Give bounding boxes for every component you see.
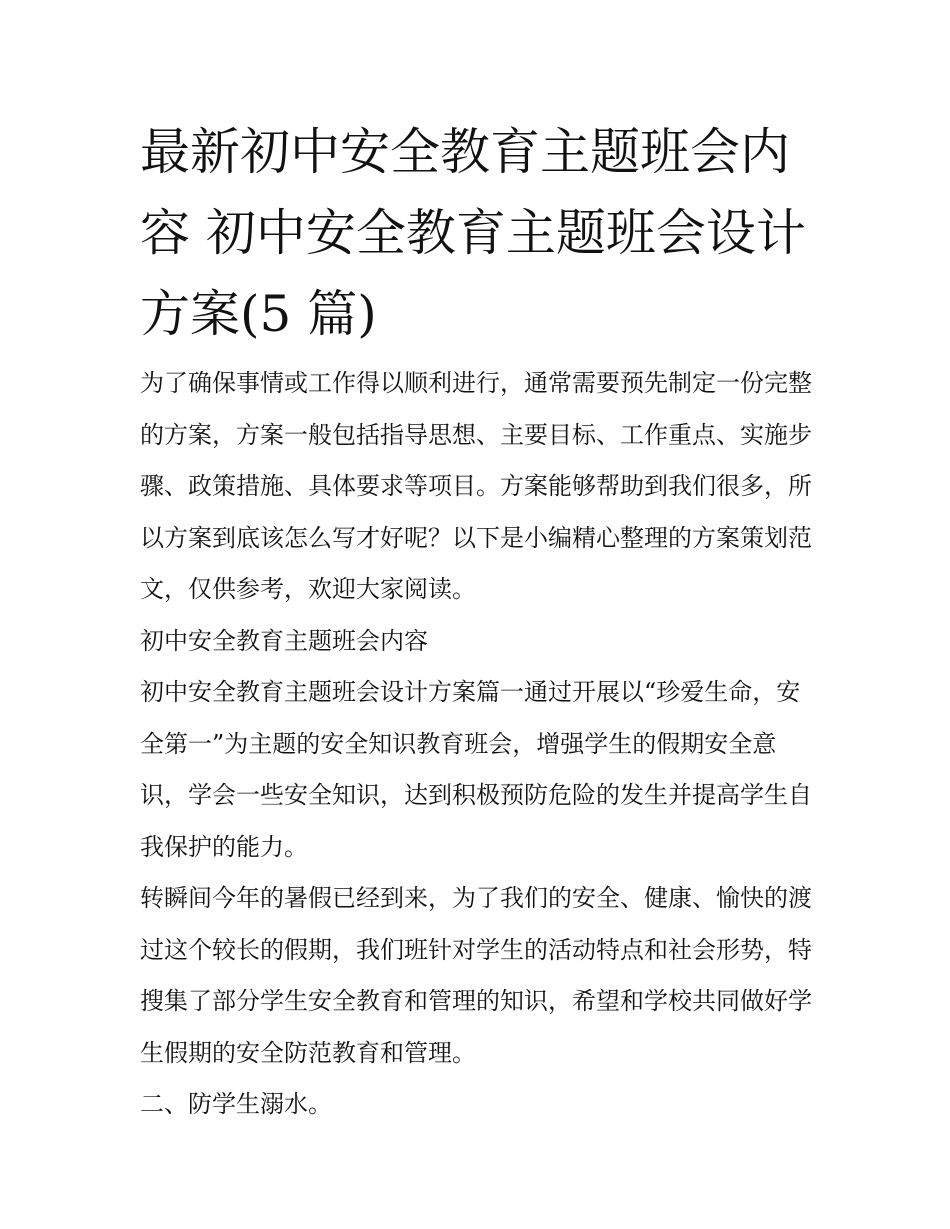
title-line-3: 方案(5 篇) <box>140 285 377 343</box>
paragraph-summer: 转瞬间今年的暑假已经到来，为了我们的安全、健康、愉快的渡过这个较长的假期，我们班针对学生的活动特点和社会形势，特搜集了部分学生安全教育和管理的知识，希望和学校共同做好学生假期的安全防范教育和管理。 <box>140 884 812 1067</box>
paragraph-heading: 初中安全教育主题班会内容 <box>140 626 428 655</box>
paragraph-section-two: 二、防学生溺水。 <box>140 1090 332 1118</box>
paragraph-intro: 为了确保事情或工作得以顺利进行，通常需要预先制定一份完整的方案，方案一般包括指导思想、主要目标、工作重点、实施步骤、政策措施、具体要求等项目。方案能够帮助到我们很多，所以方案到底该怎么写才好呢？以下是小编精心整理的方案策划范文，仅供参考，欢迎大家阅读。 <box>140 369 812 603</box>
document-title <box>140 112 820 355</box>
paragraph-plan-one: 初中安全教育主题班会设计方案篇一通过开展以“珍爱生命，安全第一”为主题的安全知识教育班会，增强学生的假期安全意识，学会一些安全知识，达到积极预防危险的发生并提高学生自我保护的能力。 <box>140 678 812 861</box>
title-line-2: 容 初中安全教育主题班会设计 <box>140 204 806 262</box>
title-line-1: 最新初中安全教育主题班会内 <box>140 123 790 181</box>
document-body <box>140 358 820 1131</box>
